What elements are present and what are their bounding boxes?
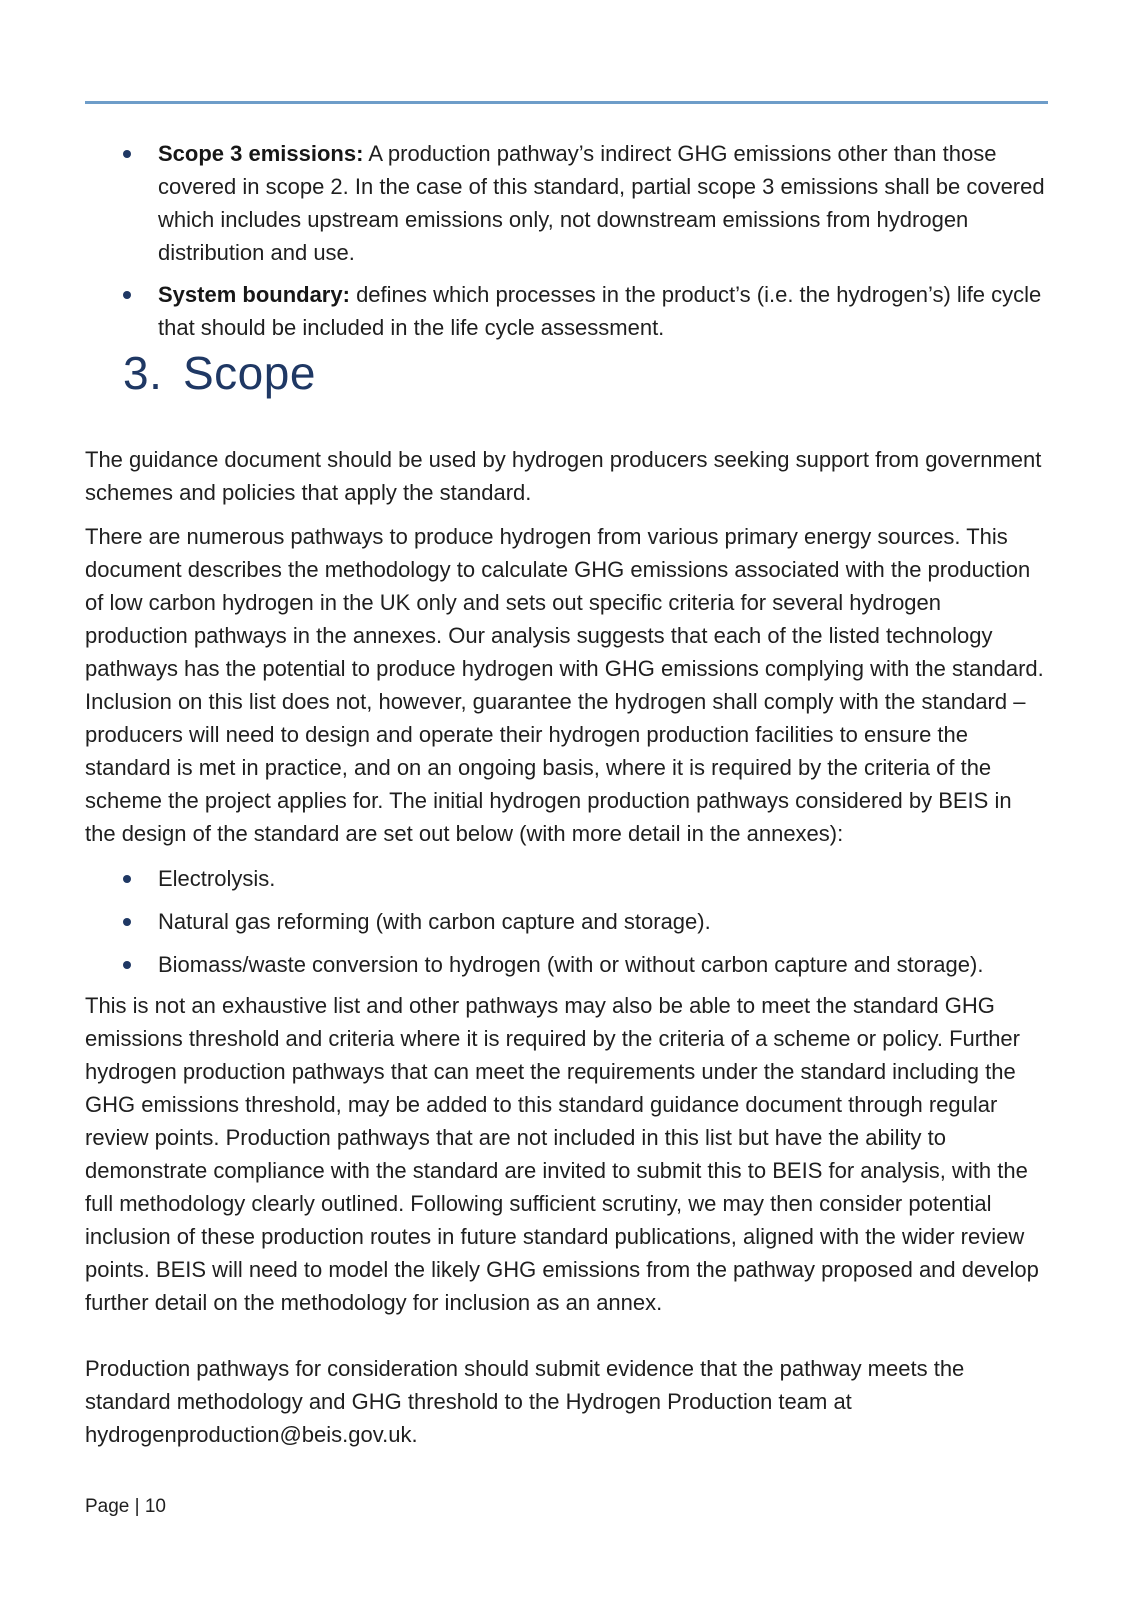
bullet-icon — [123, 918, 131, 926]
glossary-list — [85, 137, 1048, 344]
bullet-icon — [123, 150, 131, 158]
pathway-list — [85, 862, 1048, 981]
section-title: Scope — [183, 347, 316, 399]
glossary-term: System boundary: — [158, 282, 350, 307]
glossary-definition: defines which processes in the product’s (i.e. the hydrogen’s) life cycle that should be included in the life cycle assessment. — [158, 282, 1042, 340]
bullet-icon — [123, 961, 131, 969]
section-heading — [85, 346, 1048, 400]
glossary-term: Scope 3 emissions: — [158, 141, 364, 166]
paragraph: This is not an exhaustive list and other pathways may also be able to meet the standard GHG emissions threshold and criteria where it is required by the criteria of a scheme or policy. Further hydrogen production pathways that can meet the requirements under the standard including the GHG emissions threshold, may be added to this standard guidance document through regular review points. Production pathways that are not included in this list but have the ability to demonstrate compliance with the standard are invited to submit this to BEIS for analysis, with the full methodology clearly outlined. Following sufficient scrutiny, we may then consider potential inclusion of these production routes in future standard publications, aligned with the wider review points. BEIS will need to model the likely GHG emissions from the pathway proposed and develop further detail on the methodology for inclusion as an annex. — [85, 993, 1039, 1315]
glossary-definition: A production pathway’s indirect GHG emissions other than those covered in scope 2. In the case of this standard, partial scope 3 emissions shall be covered which includes upstream emissions only, not downstream emissions from hydrogen distribution and use. — [158, 141, 1045, 265]
paragraph: The guidance document should be used by hydrogen producers seeking support from government schemes and policies that apply the standard. — [85, 447, 1042, 505]
page-footer — [85, 1495, 1048, 1519]
paragraph: There are numerous pathways to produce hydrogen from various primary energy sources. This document describes the methodology to calculate GHG emissions associated with the production of low carbon hydrogen in the UK only and sets out specific criteria for several hydrogen production pathways in the annexes. Our analysis suggests that each of the listed technology pathways has the potential to produce hydrogen with GHG emissions complying with the standard. Inclusion on this list does not, however, guarantee the hydrogen shall comply with the standard – producers will need to design and operate their hydrogen production facilities to ensure the standard is met in practice, and on an ongoing basis, where it is required by the criteria of the scheme the project applies for. The initial hydrogen production pathways considered by BEIS in the design of the standard are set out below (with more detail in the annexes): — [85, 524, 1044, 846]
list-item — [85, 862, 1048, 895]
page-number-label: Page | 10 — [85, 1496, 167, 1517]
list-item — [85, 905, 1048, 938]
list-item — [85, 137, 1048, 269]
list-item — [85, 278, 1048, 344]
pathway-label: Electrolysis. — [158, 866, 276, 891]
paragraph: Production pathways for consideration should submit evidence that the pathway meets the standard methodology and GHG threshold to the Hydrogen Production team at hydrogenproduction@beis.gov.uk. — [85, 1356, 965, 1447]
pathway-label: Biomass/waste conversion to hydrogen (with or without carbon capture and storage). — [158, 952, 984, 977]
header-divider — [85, 101, 1048, 104]
list-item — [85, 948, 1048, 981]
bullet-icon — [123, 875, 131, 883]
section-number: 3. — [123, 347, 163, 399]
bullet-icon — [123, 291, 131, 299]
pathway-label: Natural gas reforming (with carbon capture and storage). — [158, 909, 711, 934]
page-content — [0, 101, 1131, 1519]
